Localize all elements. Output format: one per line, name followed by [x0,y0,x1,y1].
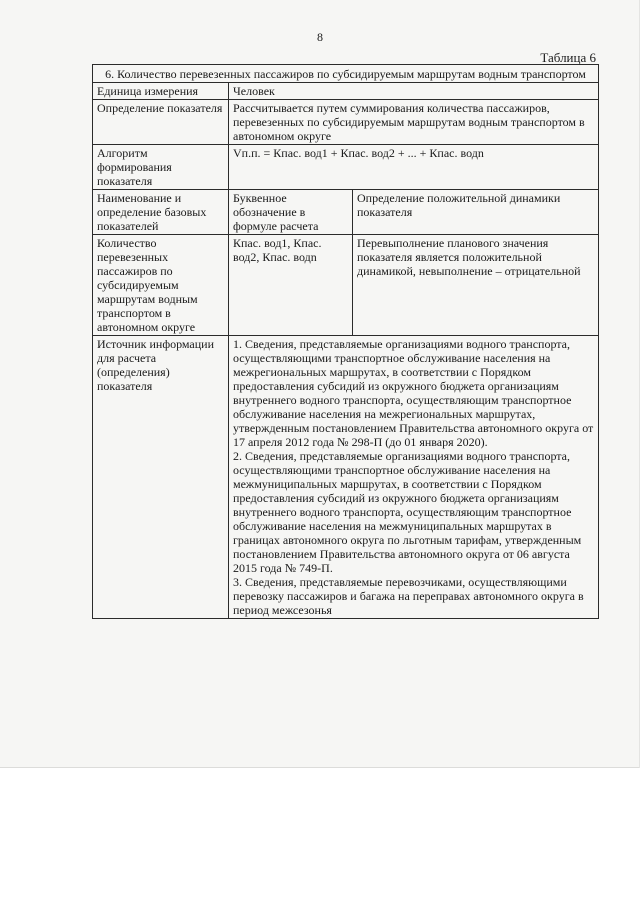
table-row [93,336,599,619]
base-indicator-name: Количество перевезенных пассажиров по субсидируемым маршрутам водным транспортом в автономном округе [93,235,229,336]
blank-margin [0,768,640,905]
unit-label: Единица измерения [93,83,229,100]
base-header-dynamics: Определение положительной динамики показателя [353,190,599,235]
base-indicator-symbols: Кпас. вод1, Кпас. вод2, Кпас. водn [229,235,353,336]
unit-value: Человек [229,83,599,100]
table-title-row [93,65,599,83]
definition-value: Рассчитывается путем суммирования количества пассажиров, перевезенных по субсидируемым маршрутам водным транспортом в автономном округе [229,100,599,145]
source-item: 2. Сведения, представляемые организациями водного транспорта, осуществляющими транспортное обслуживание населения на межмуниципальных маршрутах, в соответствии с Порядком предоставления субсидий из окружного бюджета организациям внутреннего водного транспорта, осуществляющим транспортное обслуживание населения на межмуниципальных маршрутах в границах автономного округа по льготным тарифам, утвержденным постановлением Правительства автономного округа от 06 августа 2015 года № 749-П. [233,449,582,575]
definition-label: Определение показателя [93,100,229,145]
base-header-symbol: Буквенное обозначение в формуле расчета [229,190,353,235]
source-items [229,336,599,619]
source-item: 3. Сведения, представляемые перевозчиками, осуществляющими перевозку пассажиров и багажа на переправах автономного округа в период межсезонья [233,575,584,617]
algorithm-label: Алгоритм формирования показателя [93,145,229,190]
algorithm-formula: Vп.п. = Кпас. вод1 + Кпас. вод2 + ... + Кпас. водn [229,145,599,190]
base-header-name: Наименование и определение базовых показателей [93,190,229,235]
source-item: 1. Сведения, представляемые организациями водного транспорта, осуществляющими транспортное обслуживание населения на межрегиональных маршрутах, в соответствии с Порядком предоставления субсидий из окружного бюджета организациям внутреннего водного транспорта, осуществляющим транспортное обслуживание населения на межрегиональных маршрутах, утвержденным постановлением Правительства автономного округа от 17 апреля 2012 года № 298-П (до 01 января 2020). [233,337,594,449]
table-caption: Таблица 6 [540,50,596,65]
base-indicator-dynamics: Перевыполнение планового значения показателя является положительной динамикой, невыполнение – отрицательной [353,235,599,336]
indicator-table [92,64,599,619]
table-row [93,235,599,336]
table-row [93,100,599,145]
source-label: Источник информации для расчета (определения) показателя [93,336,229,619]
table-row [93,190,599,235]
table-row [93,83,599,100]
table-row [93,145,599,190]
page-number: 8 [317,30,323,44]
table-title: 6. Количество перевезенных пассажиров по субсидируемым маршрутам водным транспортом [93,65,599,83]
